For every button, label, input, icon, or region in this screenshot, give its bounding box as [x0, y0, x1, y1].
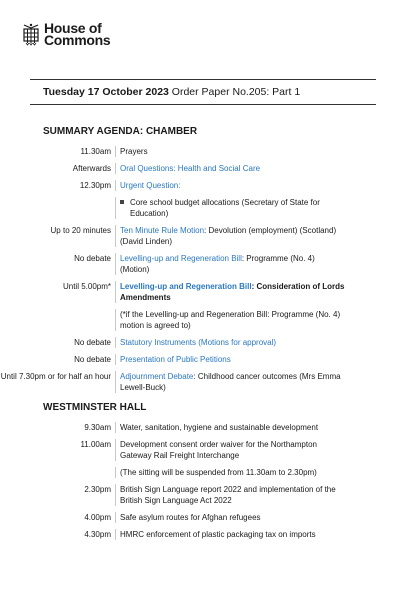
agenda-time: 11.00am [80, 440, 111, 449]
agenda-item-text: : Programme (No. 4) (Motion) [120, 254, 315, 274]
westminster-hall-agenda-table [0, 422, 400, 546]
agenda-item-text: Prayers [120, 147, 148, 156]
agenda-row [0, 337, 400, 354]
house-of-commons-logo [22, 22, 110, 46]
agenda-item-link[interactable]: Presentation of Public Petitions [120, 355, 231, 364]
agenda-time: No debate [74, 254, 111, 263]
agenda-item-link[interactable]: Adjournment Debate [120, 372, 194, 381]
agenda-item [116, 180, 346, 191]
order-paper-header [43, 86, 300, 98]
agenda-item-text: Safe asylum routes for Afghan refugees [120, 513, 261, 522]
agenda-item-link[interactable]: Urgent Question: [120, 181, 181, 190]
agenda-time: 4.30pm [84, 530, 111, 539]
agenda-item-text: British Sign Language report 2022 and implementation of the British Sign Language Act 2022 [120, 485, 336, 505]
logo-line-2: Commons [44, 32, 111, 48]
agenda-item-text: (The sitting will be suspended from 11.30am to 2.30pm) [120, 468, 317, 477]
agenda-item-link[interactable]: Levelling-up and Regeneration Bill [120, 254, 242, 263]
agenda-item-link[interactable]: Levelling-up and Regeneration Bill [120, 282, 252, 291]
agenda-time [0, 309, 115, 331]
agenda-item-text: Water, sanitation, hygiene and sustainable development [120, 423, 319, 432]
agenda-time [0, 467, 115, 478]
agenda-item-link[interactable]: Statutory Instruments (Motions for approval) [120, 338, 277, 347]
agenda-time: Up to 20 minutes [50, 226, 111, 235]
agenda-item [116, 439, 346, 461]
agenda-time: Until 7.30pm or for half an hour [0, 372, 111, 381]
agenda-item-text: HMRC enforcement of plastic packaging tax on imports [120, 530, 316, 539]
header-top-rule [30, 79, 376, 80]
agenda-item-link[interactable]: Ten Minute Rule Motion [120, 226, 205, 235]
agenda-time: 4.00pm [84, 513, 111, 522]
agenda-item [116, 484, 346, 506]
agenda-row [0, 281, 400, 309]
agenda-row [0, 180, 400, 197]
agenda-item [116, 309, 346, 331]
chamber-agenda-table [0, 146, 400, 399]
agenda-row [0, 512, 400, 529]
agenda-row [0, 146, 400, 163]
agenda-time: No debate [74, 338, 111, 347]
agenda-row [0, 163, 400, 180]
agenda-row [0, 422, 400, 439]
agenda-item [116, 371, 346, 393]
agenda-row [0, 225, 400, 253]
agenda-item-text: (*if the Levelling-up and Regeneration Bill: Programme (No. 4) motion is agreed to) [120, 310, 341, 330]
agenda-row [0, 467, 400, 484]
agenda-item [116, 225, 346, 247]
agenda-item [116, 163, 346, 174]
agenda-time: Afterwards [72, 164, 111, 173]
agenda-item [116, 354, 346, 365]
bullet-icon [120, 200, 124, 204]
agenda-item [116, 197, 346, 219]
agenda-item-text: Development consent order waiver for the Northampton Gateway Rail Freight Interchange [120, 440, 317, 460]
agenda-time: No debate [74, 355, 111, 364]
agenda-item [116, 529, 346, 540]
logo-wordmark [44, 22, 110, 46]
agenda-item-text: : Consideration of Lords Amendments [120, 282, 345, 302]
agenda-item-link[interactable]: Oral Questions: Health and Social Care [120, 164, 261, 173]
agenda-time: 9.30am [84, 423, 111, 432]
agenda-item [116, 253, 346, 275]
agenda-row [0, 439, 400, 467]
portcullis-icon [22, 22, 40, 46]
agenda-item [116, 422, 346, 433]
agenda-item-text: : Childhood cancer outcomes (Mrs Emma Lewell-Buck) [120, 372, 341, 392]
agenda-time: 12.30pm [79, 181, 111, 190]
agenda-row [0, 529, 400, 546]
agenda-time: Until 5.00pm* [62, 282, 111, 291]
agenda-time: 11.30am [80, 147, 111, 156]
agenda-time: 2.30pm [84, 485, 111, 494]
agenda-item [116, 512, 346, 523]
agenda-row [0, 197, 400, 225]
agenda-item-text: : Devolution (employment) (Scotland) (David Linden) [120, 226, 337, 246]
agenda-row [0, 354, 400, 371]
order-paper-date: Tuesday 17 October 2023 [43, 86, 169, 98]
logo-line-1: House of [44, 20, 102, 36]
agenda-row [0, 253, 400, 281]
agenda-item [116, 337, 346, 348]
order-paper-number: Order Paper No.205: Part 1 [168, 86, 301, 98]
westminster-hall-section-title: WESTMINSTER HALL [43, 402, 147, 413]
agenda-row [0, 484, 400, 512]
agenda-item [116, 467, 346, 478]
header-bottom-rule [30, 104, 376, 105]
agenda-time [0, 197, 115, 219]
agenda-item [116, 146, 346, 157]
agenda-item-text: Core school budget allocations (Secretary of State for Education) [130, 198, 320, 218]
chamber-section-title: SUMMARY AGENDA: CHAMBER [43, 126, 198, 137]
agenda-row [0, 309, 400, 337]
agenda-item [116, 281, 346, 303]
agenda-row [0, 371, 400, 399]
